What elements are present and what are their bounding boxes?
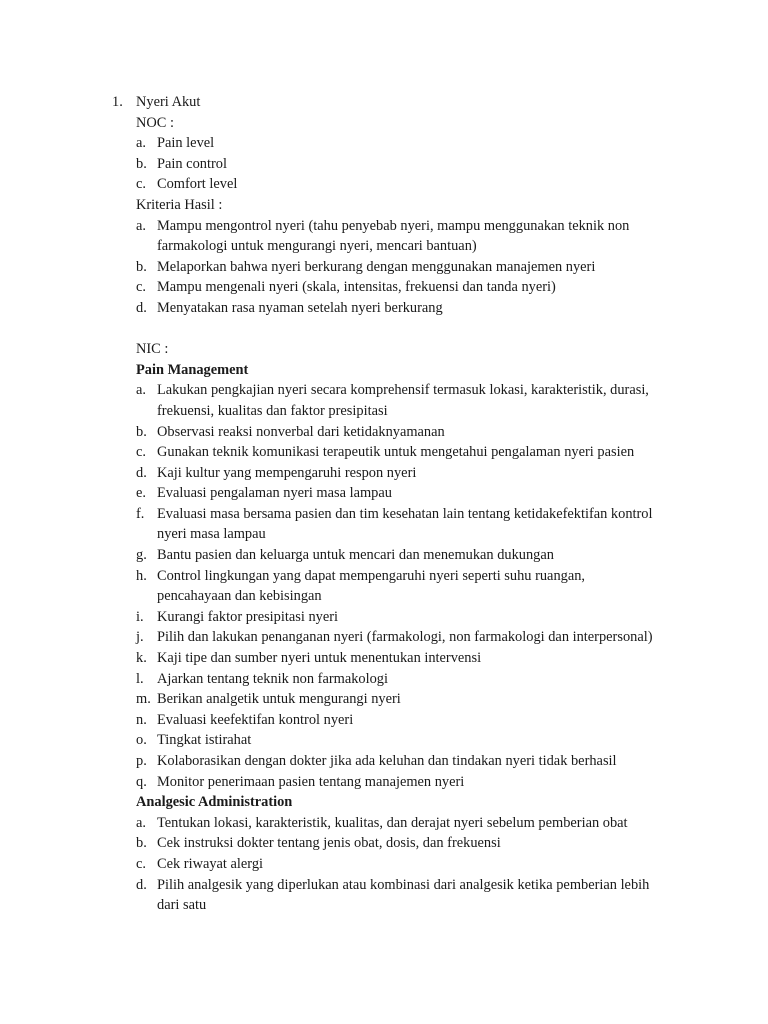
list-item — [112, 627, 692, 648]
analgesic-heading: Analgesic Administration — [136, 794, 293, 811]
list-item — [112, 483, 692, 504]
list-item — [112, 504, 692, 545]
list-item — [112, 833, 692, 854]
list-item — [112, 277, 692, 298]
list-marker: h. — [136, 567, 147, 584]
list-item — [112, 380, 692, 421]
list-text: Tentukan lokasi, karakteristik, kualitas, dan derajat nyeri sebelum pemberian obat — [157, 814, 628, 831]
list-item — [112, 422, 692, 443]
section-number: 1. — [112, 94, 123, 110]
kriteria-label: Kriteria Hasil : — [136, 196, 223, 213]
list-item — [112, 669, 692, 690]
kriteria-list — [112, 216, 692, 319]
list-item — [112, 730, 692, 751]
list-marker: o. — [136, 732, 147, 749]
list-text: Bantu pasien dan keluarga untuk mencari dan menemukan dukungan — [157, 547, 554, 564]
list-marker: d. — [136, 299, 147, 316]
list-text: Evaluasi pengalaman nyeri masa lampau — [157, 485, 392, 502]
section-title: Nyeri Akut — [136, 94, 201, 110]
nic-label: NIC : — [136, 341, 169, 358]
list-text: Melaporkan bahwa nyeri berkurang dengan menggunakan manajemen nyeri — [157, 258, 596, 275]
list-text-continued: farmakologi untuk mengurangi nyeri, mencari bantuan) — [157, 238, 477, 255]
list-text: Cek riwayat alergi — [157, 855, 264, 872]
list-item — [112, 154, 692, 175]
list-text: Evaluasi masa bersama pasien dan tim kesehatan lain tentang ketidakefektifan kontrol — [157, 505, 653, 522]
list-marker: a. — [136, 135, 146, 152]
list-item — [112, 133, 692, 154]
list-item — [112, 710, 692, 731]
list-text: Monitor penerimaan pasien tentang manajemen nyeri — [157, 773, 465, 790]
list-item — [112, 545, 692, 566]
list-marker: b. — [136, 155, 147, 172]
list-text: Pain level — [157, 135, 215, 152]
list-item — [112, 854, 692, 875]
list-marker: m. — [136, 691, 151, 708]
pain-management-heading: Pain Management — [136, 361, 249, 378]
list-text: Kurangi faktor presipitasi nyeri — [157, 608, 339, 625]
list-marker: n. — [136, 711, 147, 728]
list-item — [112, 689, 692, 710]
list-item — [112, 607, 692, 628]
list-marker: e. — [136, 485, 146, 502]
list-marker: c. — [136, 855, 146, 872]
list-marker: i. — [136, 608, 144, 625]
list-item — [112, 813, 692, 834]
list-text: Pilih analgesik yang diperlukan atau kombinasi dari analgesik ketika pemberian lebih — [157, 876, 650, 893]
list-text: Evaluasi keefektifan kontrol nyeri — [157, 711, 354, 728]
list-text: Mampu mengontrol nyeri (tahu penyebab nyeri, mampu menggunakan teknik non — [157, 217, 630, 234]
list-marker: k. — [136, 650, 147, 667]
list-text: Kaji kultur yang mempengaruhi respon nyeri — [157, 464, 417, 481]
list-text-continued: pencahayaan dan kebisingan — [157, 588, 322, 605]
list-marker: j. — [136, 629, 144, 646]
list-text: Pain control — [157, 155, 227, 172]
list-item — [112, 772, 692, 793]
list-text-continued: nyeri masa lampau — [157, 526, 266, 543]
list-text: Lakukan pengkajian nyeri secara komprehensif termasuk lokasi, karakteristik, durasi, — [157, 382, 649, 399]
list-item — [112, 174, 692, 195]
list-item — [112, 648, 692, 669]
list-text: Menyatakan rasa nyaman setelah nyeri berkurang — [157, 299, 443, 316]
list-item — [112, 298, 692, 319]
list-marker: g. — [136, 547, 147, 564]
list-marker: b. — [136, 258, 147, 275]
list-text: Tingkat istirahat — [157, 732, 252, 749]
list-text-continued: frekuensi, kualitas dan faktor presipitasi — [157, 402, 388, 419]
list-text: Kolaborasikan dengan dokter jika ada keluhan dan tindakan nyeri tidak berhasil — [157, 753, 617, 769]
list-item — [112, 257, 692, 278]
list-text: Pilih dan lakukan penanganan nyeri (farmakologi, non farmakologi dan interpersonal) — [157, 629, 653, 646]
section-heading — [112, 92, 692, 113]
noc-list — [112, 133, 692, 195]
list-text: Cek instruksi dokter tentang jenis obat, dosis, dan frekuensi — [157, 835, 501, 852]
list-text: Kaji tipe dan sumber nyeri untuk menentukan intervensi — [157, 650, 482, 667]
list-text: Gunakan teknik komunikasi terapeutik untuk mengetahui pengalaman nyeri pasien — [157, 444, 635, 461]
list-text-continued: dari satu — [157, 897, 207, 914]
document-body — [112, 92, 692, 916]
noc-label: NOC : — [136, 114, 174, 131]
list-marker: p. — [136, 753, 147, 769]
list-marker: a. — [136, 382, 146, 399]
pain-management-list — [112, 380, 692, 792]
list-item — [112, 463, 692, 484]
list-marker: b. — [136, 835, 147, 852]
list-marker: c. — [136, 444, 146, 461]
list-text: Mampu mengenali nyeri (skala, intensitas, frekuensi dan tanda nyeri) — [157, 279, 556, 296]
list-marker: d. — [136, 464, 147, 481]
list-marker: c. — [136, 176, 146, 193]
list-text: Control lingkungan yang dapat mempengaruhi nyeri seperti suhu ruangan, — [157, 567, 586, 584]
list-marker: a. — [136, 217, 146, 234]
analgesic-list — [112, 813, 692, 916]
list-item — [112, 216, 692, 257]
list-item — [112, 751, 692, 772]
list-item — [112, 875, 692, 916]
list-text: Comfort level — [157, 176, 238, 193]
list-text: Berikan analgetik untuk mengurangi nyeri — [157, 691, 401, 708]
list-item — [112, 442, 692, 463]
list-marker: a. — [136, 814, 146, 831]
list-marker: q. — [136, 773, 147, 790]
list-marker: d. — [136, 876, 147, 893]
list-item — [112, 566, 692, 607]
list-text: Observasi reaksi nonverbal dari ketidaknyamanan — [157, 423, 445, 440]
list-marker: b. — [136, 423, 147, 440]
list-marker: c. — [136, 279, 146, 296]
list-marker: l. — [136, 670, 144, 687]
list-marker: f. — [136, 505, 145, 522]
list-text: Ajarkan tentang teknik non farmakologi — [157, 670, 388, 687]
spacer — [112, 319, 692, 340]
